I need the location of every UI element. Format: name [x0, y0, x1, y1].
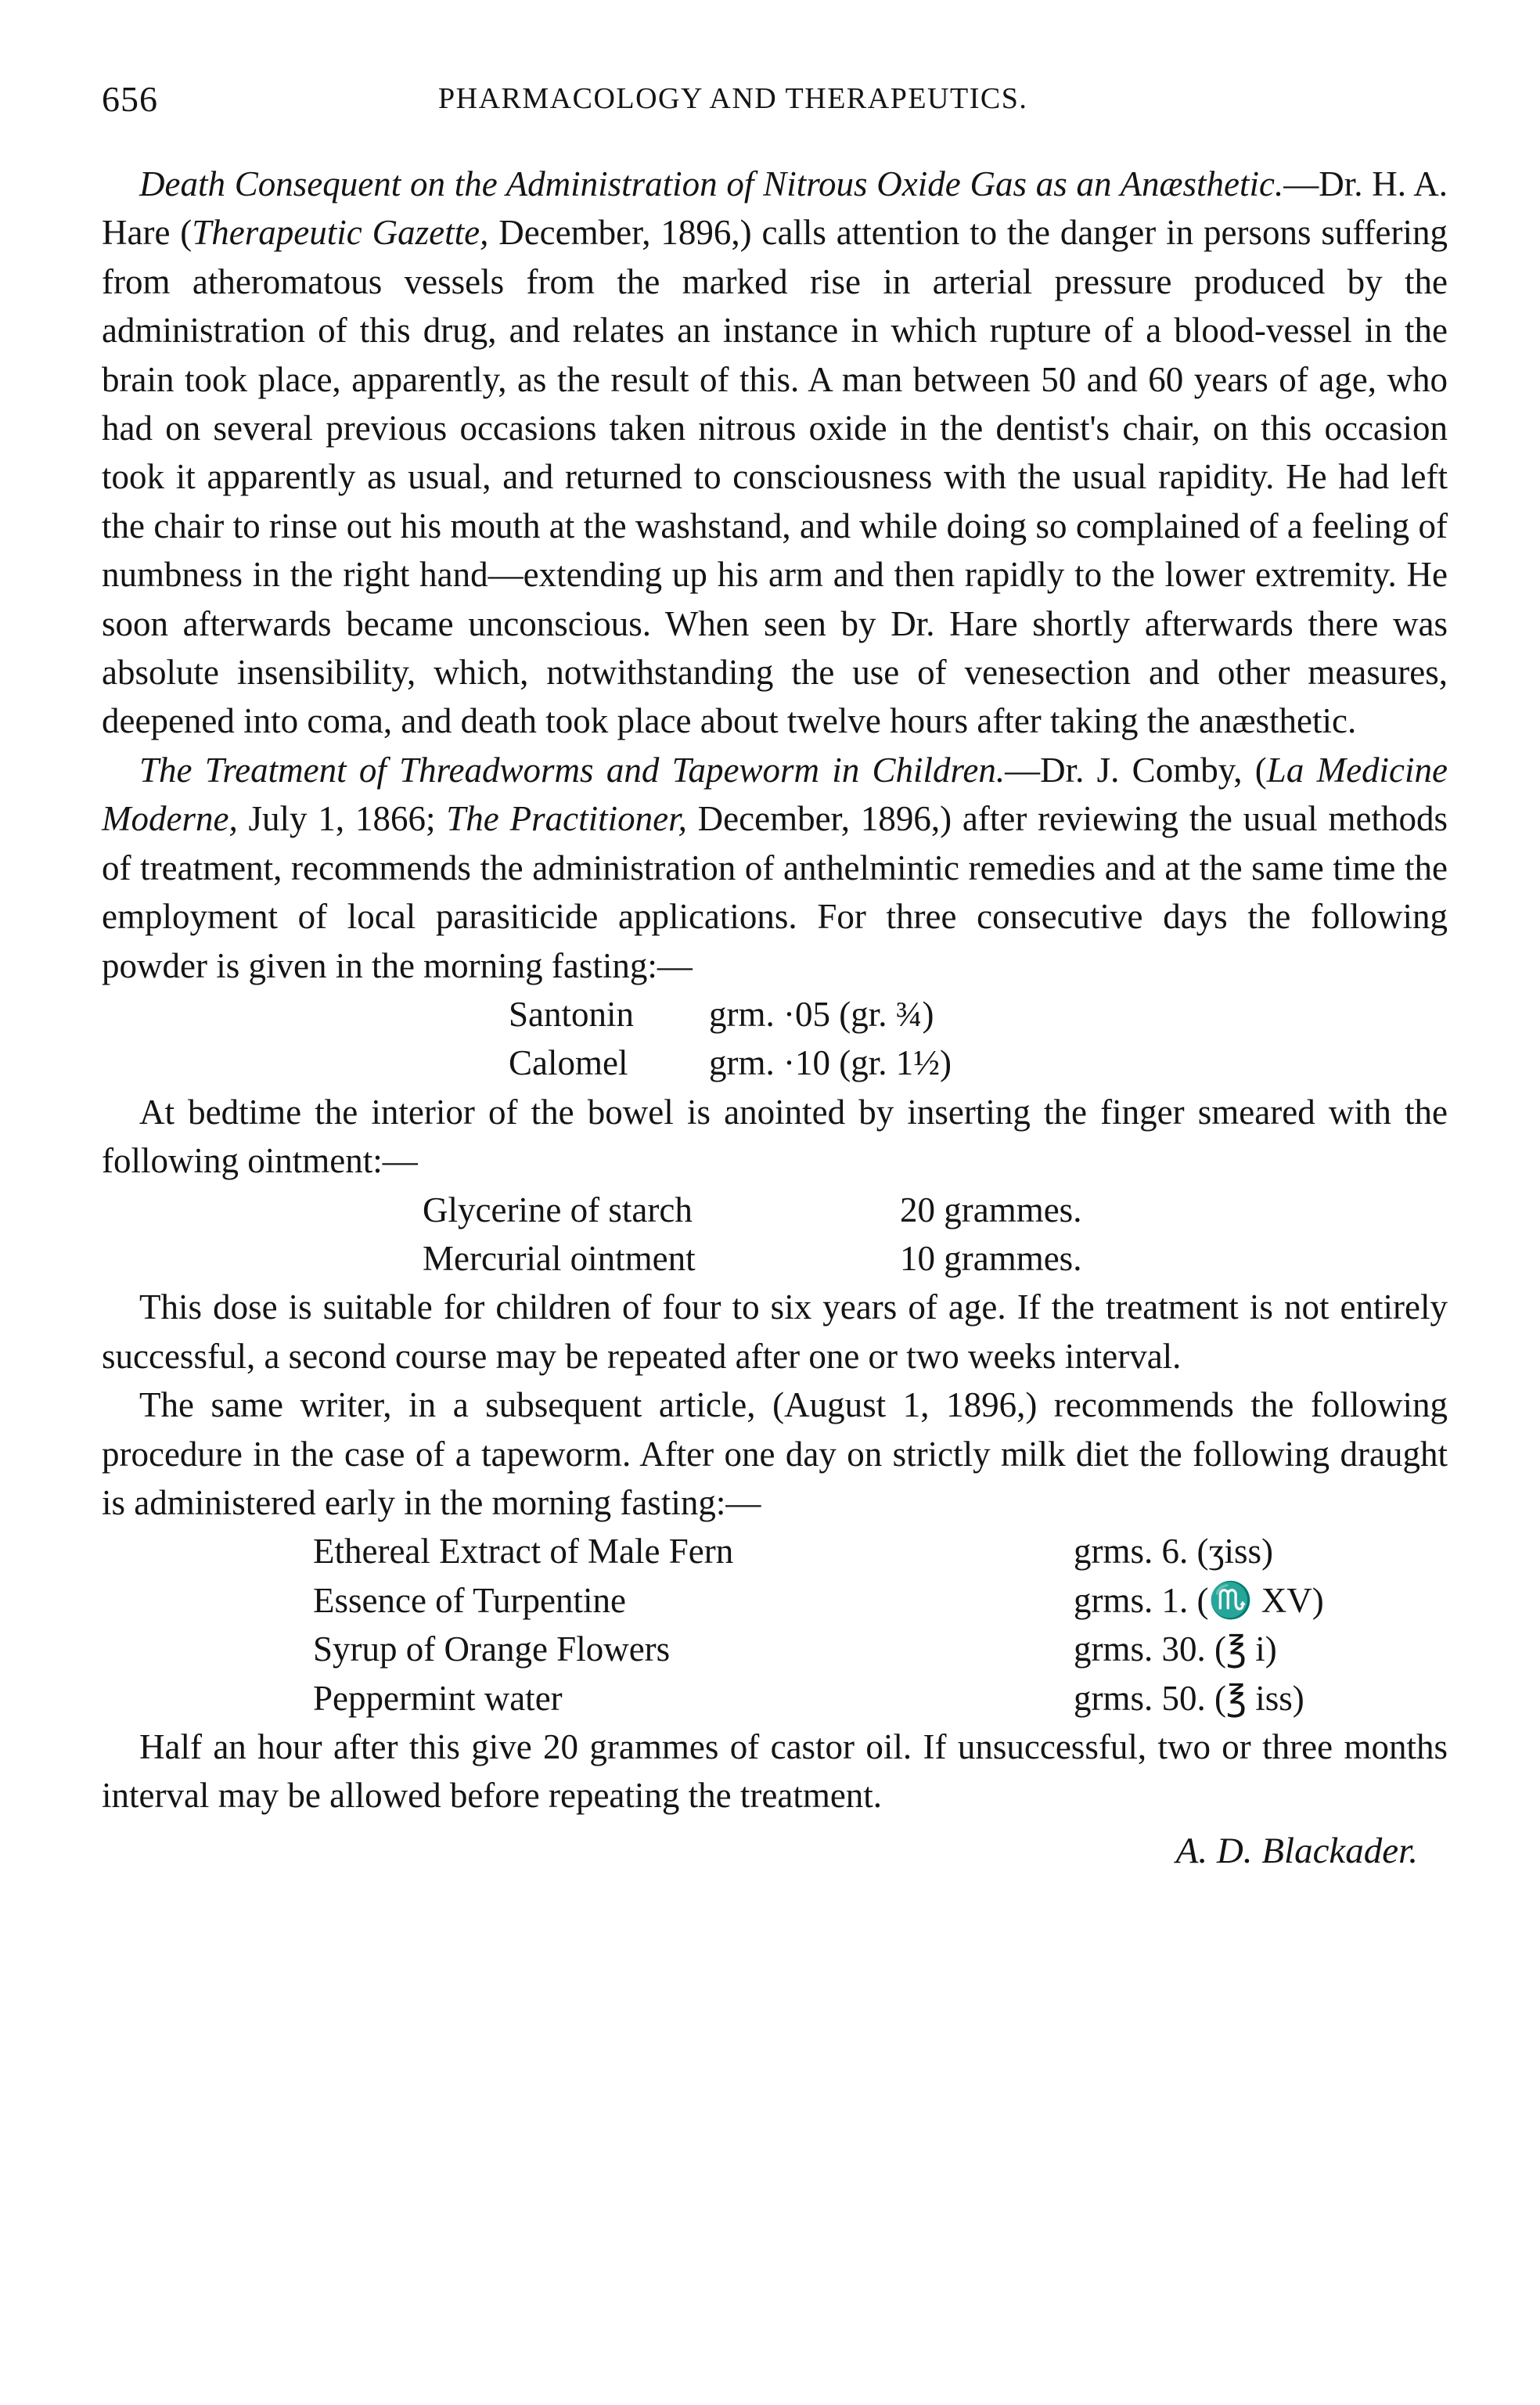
ingredient-name: Mercurial ointment: [423, 1238, 696, 1278]
prescription-row: [313, 1674, 1324, 1723]
prescription-row: [423, 1234, 1081, 1283]
title-dash: —: [1283, 164, 1319, 203]
ingredient-name: Santonin: [509, 994, 635, 1034]
ingredient-name: Glycerine of starch: [423, 1190, 693, 1230]
prescription-row: [423, 1186, 1081, 1234]
article-nitrous-oxide: [102, 160, 1448, 746]
author-signature: A. D. Blackader.: [1175, 1830, 1418, 1871]
tapeworm-paragraph: The same writer, in a subsequent article, (August 1, 1896,) recommends the following procedure in the case of a tapeworm. After one day on strictly milk diet the following draught is administered early in the morning fasting:—: [102, 1385, 1448, 1522]
ingredient-name: Essence of Turpentine: [313, 1580, 626, 1620]
castor-oil-paragraph: Half an hour after this give 20 grammes of castor oil. If unsuccessful, two or three months interval may be allowed before repeating the treatment.: [102, 1727, 1448, 1816]
running-head: [102, 78, 1448, 133]
journal-name: Therapeutic Gazette,: [192, 213, 489, 253]
prescription-row: [509, 990, 952, 1039]
prescription-row: [313, 1576, 1324, 1625]
prescription-row: [313, 1625, 1324, 1673]
running-title: PHARMACOLOGY AND THERAPEUTICS.: [438, 82, 1028, 115]
article-title-nitrous-oxide: Death Consequent on the Administration of Nitrous Oxide Gas as an Anæsthetic.: [139, 164, 1284, 203]
prescription-row: [509, 1039, 952, 1087]
ointment-prescription: [423, 1186, 1081, 1284]
ingredient-dose: grm. ·10 (gr. 1½): [709, 1043, 952, 1083]
powder-prescription: [509, 990, 952, 1088]
ingredient-dose: 10 grammes.: [900, 1238, 1082, 1278]
dose-paragraph: This dose is suitable for children of four to six years of age. If the treatment is not entirely successful, a second course may be repeated after one or two weeks interval.: [102, 1287, 1448, 1376]
ingredient-name: Calomel: [509, 1043, 628, 1083]
article-worms: [102, 746, 1448, 990]
draught-prescription: [313, 1527, 1324, 1723]
page-number: 656: [102, 79, 158, 119]
journal-name: La Medicine Moderne,: [102, 750, 1448, 839]
body-text: July 1, 1866;: [237, 799, 447, 839]
journal-name: The Practitioner,: [446, 799, 687, 839]
ingredient-dose: grms. 50. (℥ iss): [1074, 1678, 1304, 1718]
ingredient-dose: 20 grammes.: [900, 1190, 1082, 1230]
ingredient-name: Peppermint water: [313, 1678, 563, 1718]
title-dash: —: [1005, 750, 1041, 790]
ingredient-dose: grms. 1. (♏ XV): [1074, 1580, 1324, 1620]
body-text: December, 1896,) calls attention to the danger in persons suffering from atheromatous vessels from the marked rise in arterial pressure produced by the administration of this drug, and relates an instance in which rupture of a blood-vessel in the brain took place, apparently, as the result of this. A man between 50 and 60 years of age, who had on several previous occasions taken nitrous oxide in the dentist's chair, on this occasion took it apparently as usual, and returned to consciousness with the usual rapidity. He had left the chair to rinse out his mouth at the washstand, and while doing so complained of a feeling of numbness in the right hand—extending up his arm and then rapidly to the lower extremity. He soon afterwards became unconscious. When seen by Dr. Hare shortly afterwards there was absolute insensibility, which, notwithstanding the use of venesection and other measures, deepened into coma, and death took place about twelve hours after taking the anæsthetic.: [102, 213, 1448, 741]
ingredient-name: Syrup of Orange Flowers: [313, 1629, 671, 1669]
ingredient-dose: grm. ·05 (gr. ¾): [709, 994, 934, 1034]
ingredient-dose: grms. 6. (ʒiss): [1074, 1532, 1273, 1572]
ointment-paragraph: At bedtime the interior of the bowel is anointed by inserting the finger smeared with the following ointment:—: [102, 1092, 1448, 1181]
ingredient-name: Ethereal Extract of Male Fern: [313, 1532, 734, 1572]
page: [102, 78, 1448, 1878]
ingredient-dose: grms. 30. (℥ i): [1074, 1629, 1277, 1669]
body-text: December, 1896,) after reviewing the usual methods of treatment, recommends the administration of anthelmintic remedies and at the same time the employment of local parasiticide applications. For three consecutive days the following powder is given in the morning fasting:—: [102, 799, 1448, 985]
body-text: Dr. H. A. Hare (: [102, 164, 1448, 253]
article-title-worms: The Treatment of Threadworms and Tapeworm in Children.: [139, 750, 1006, 790]
prescription-row: [313, 1527, 1324, 1575]
body-text: Dr. J. Comby, (: [1040, 750, 1267, 790]
